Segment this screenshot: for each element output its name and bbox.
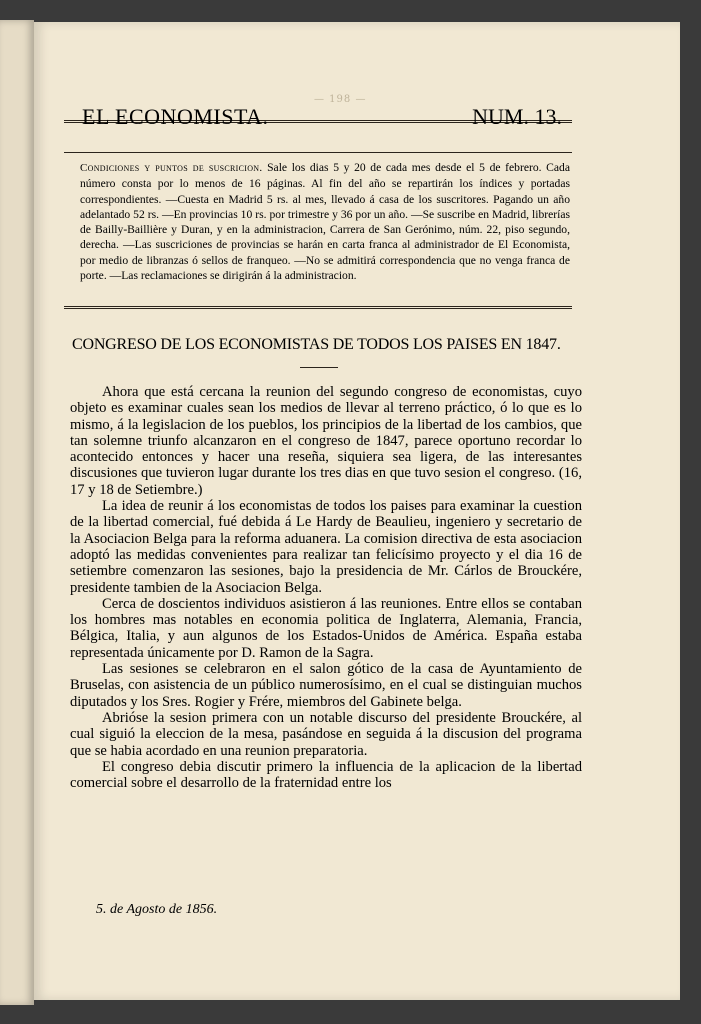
article-paragraph: Las sesiones se celebraron en el salon gótico de la casa de Ayuntamiento de Bruselas, con asistencia de un público numerosísimo, en el cual se distinguian muchos diputados y los Sres. Rogier y Frére, miembros del Gabinete belga. [70, 661, 582, 710]
masthead-title: EL ECONOMISTA. [82, 104, 269, 129]
subscription-conditions [80, 160, 570, 283]
heading-divider [300, 367, 338, 368]
masthead-bottom-rule [64, 152, 572, 153]
article-paragraph: Cerca de doscientos individuos asistieron á las reuniones. Entre ellos se contaban los hombres mas notables en economia politica de Inglaterra, Alemania, Francia, Bélgica, Italia, y aun algunos de los Estados-Unidos de América. España estaba representada únicamente por D. Ramon de la Sagra. [70, 595, 582, 661]
article-heading: CONGRESO DE LOS ECONOMISTAS DE TODOS LOS PAISES EN 1847. [72, 336, 561, 353]
conditions-text: Sale los dias 5 y 20 de cada mes desde el 5 de febrero. Cada número consta por lo menos de 16 páginas. Al fin del año se repartirán los índices y portadas correspondientes. —Cuesta en Madrid 5 rs. al mes, llevado á casa de los suscritores. Pagando un año adelantado 52 rs. —En provincias 10 rs. por trimestre y 36 por un año. —Se suscribe en Madrid, librerías de Bailly-Baillière y Duran, y en la administracion, Carrera de San Gerónimo, núm. 22, piso segundo, derecha. —Las suscriciones de provincias se harán en carta franca al administrador de El Economista, por medio de libranzas ó sellos de franqueo. —No se admitirá correspondencia que no venga franca de porte. —Las reclamaciones se dirigirán á la administracion. [80, 161, 570, 283]
issue-number: NUM. 13. [472, 104, 562, 129]
article-body [70, 384, 582, 791]
conditions-lead: Condiciones y puntos de suscricion. [80, 162, 263, 174]
article-paragraph: Abrióse la sesion primera con un notable discurso del presidente Brouckére, al cual siguió la eleccion de la mesa, pasándose en seguida á la discusion del programa que se habia acordado en una reunion preparatoria. [70, 709, 582, 759]
article-paragraph: La idea de reunir á los economistas de todos los paises para examinar la cuestion de la libertad comercial, fué debida á Le Hardy de Beaulieu, ingeniero y secretario de la Asociacion Belga para la reforma aduanera. La comision directiva de esta asociacion adoptó las medidas convenientes para realizar tan felicísimo proyecto y el dia 16 de setiembre comenzaron las sesiones, bajo la presidencia de Mr. Cárlos de Brouckére, presidente tambien de la Asociacion Belga. [70, 498, 582, 596]
bleed-through-marks: — 198 — [314, 94, 367, 105]
article-paragraph: El congreso debia discutir primero la influencia de la aplicacion de la libertad comercial sobre el desarrollo de la fraternidad entre los [70, 758, 582, 792]
conditions-bottom-rule [64, 306, 572, 309]
article-paragraph: Ahora que está cercana la reunion del segundo congreso de economistas, cuyo objeto es examinar cuales sean los medios de llevar al terreno práctico, ó lo que es lo mismo, á la legislacion de los pueblos, los principios de la libertad de los cambios, que tan solemne triunfo alcanzaron en el congreso de 1847, parece oportuno recordar lo acontecido entonces y hacer una reseña, siquiera sea ligera, de las interesantes discusiones que tuvieron lugar durante los tres dias en que tuvo sesion el congreso. (16, 17 y 18 de Setiembre.) [70, 384, 582, 498]
facing-page-edge [0, 20, 34, 1005]
masthead [82, 104, 572, 134]
issue-date: 5. de Agosto de 1856. [96, 902, 218, 917]
